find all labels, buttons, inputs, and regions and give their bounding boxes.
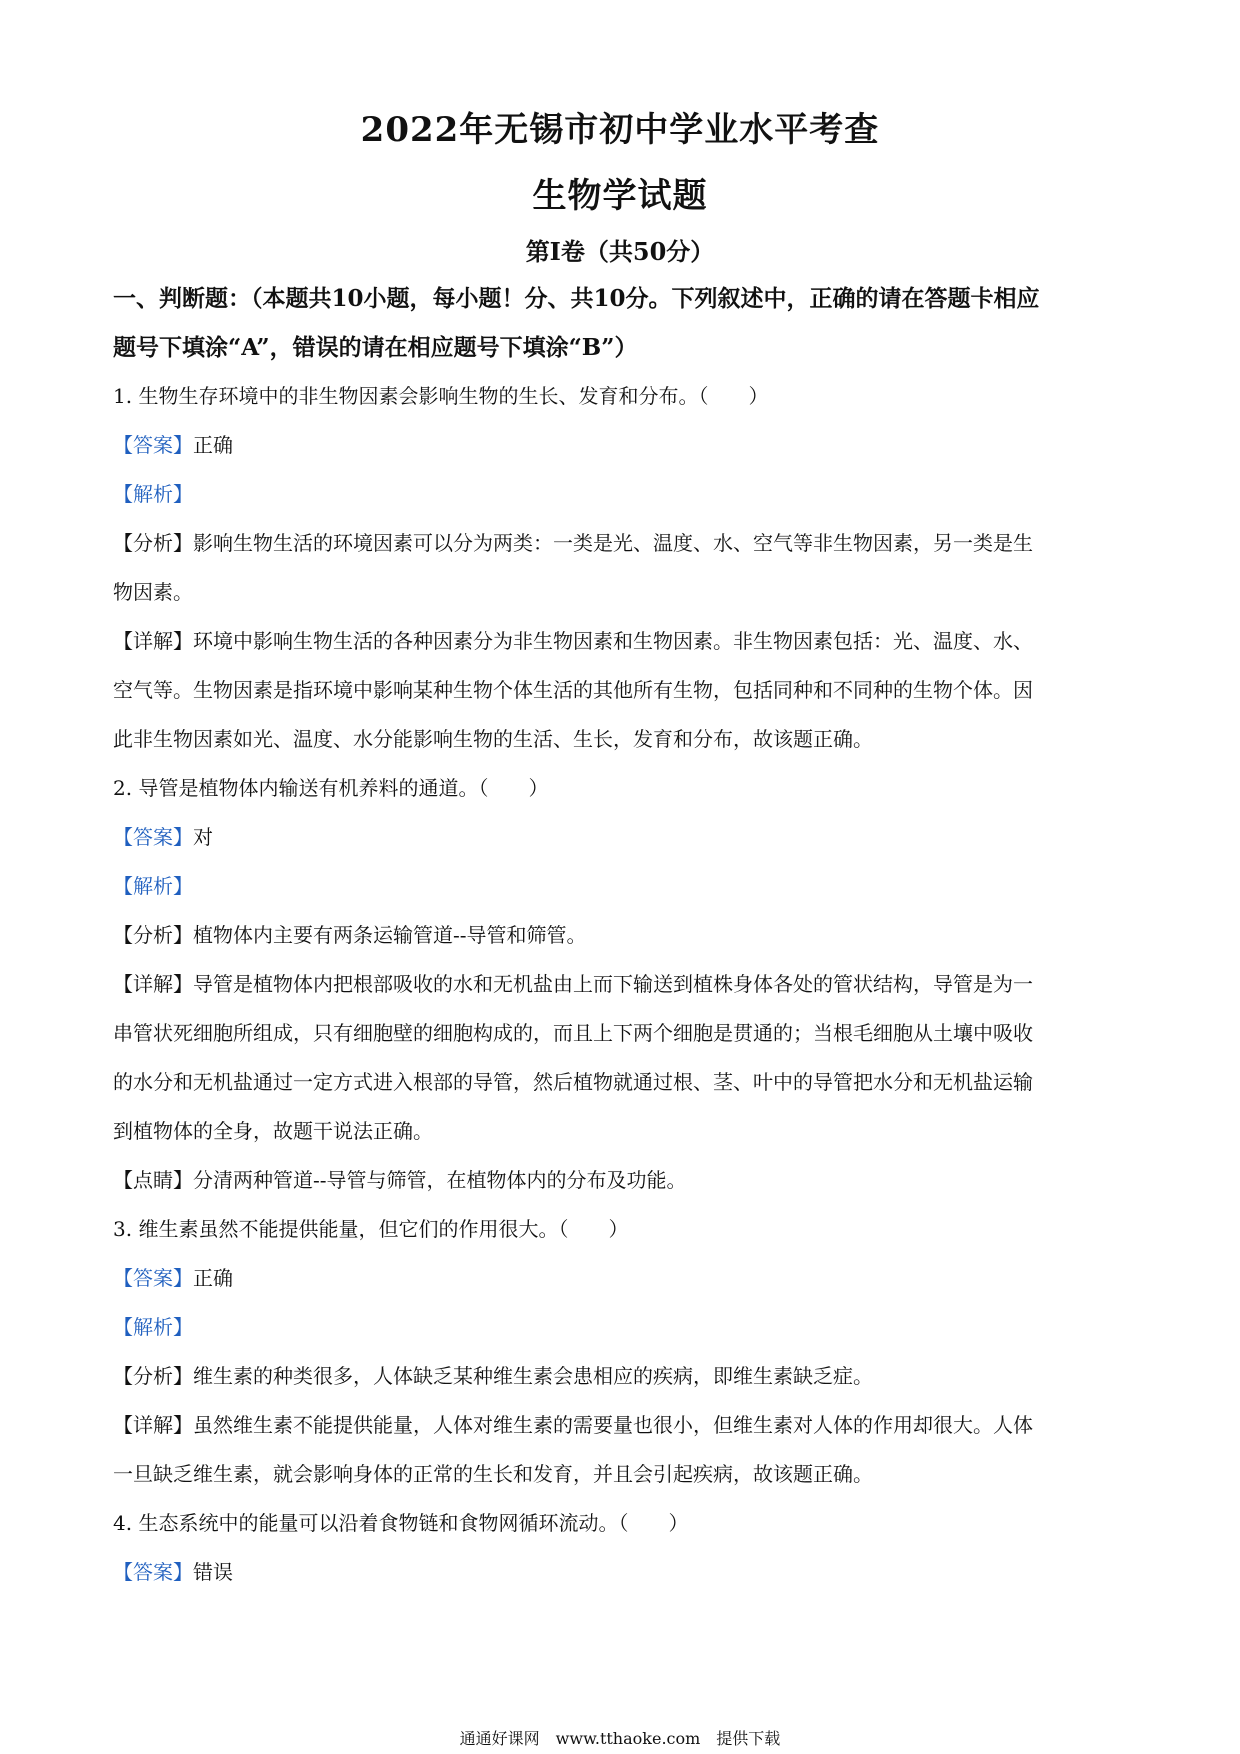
- fenxi-text: 维生素的种类很多，人体缺乏某种维生素会患相应的疾病，即维生素缺乏症。: [193, 1364, 873, 1388]
- q1-xiangjie-line-1: [113, 617, 1133, 666]
- q2-fenxi-line-1: [113, 911, 1133, 960]
- jiexi-tag: 【解析】: [113, 482, 193, 506]
- question-1: 1. 生物生存环境中的非生物因素会影响生物的生长、发育和分布。（ ）: [113, 384, 769, 408]
- dianjing-tag: 【点睛】: [113, 1168, 193, 1192]
- xiangjie-tag: 【详解】: [113, 972, 193, 996]
- fenxi-tag: 【分析】: [113, 923, 193, 947]
- q1-fenxi-line-1: [113, 519, 1133, 568]
- answer-text: 对: [193, 825, 213, 849]
- q1-fenxi-line-2: 物因素。: [113, 580, 193, 604]
- q3-fenxi-line-1: [113, 1352, 1133, 1401]
- fenxi-text: 影响生物生活的环境因素可以分为两类：一类是光、温度、水、空气等非生物因素，另一类是生: [193, 531, 1033, 555]
- q2-xiangjie-line-4: 到植物体的全身，故题干说法正确。: [113, 1119, 433, 1143]
- question-3: 3. 维生素虽然不能提供能量，但它们的作用很大。（ ）: [113, 1217, 629, 1241]
- xiangjie-text: 导管是植物体内把根部吸收的水和无机盐由上而下输送到植株身体各处的管状结构，导管是为一: [193, 972, 1033, 996]
- fenxi-tag: 【分析】: [113, 1364, 193, 1388]
- q1-jiexi: [113, 470, 1133, 519]
- answer-tag: 【答案】: [113, 1560, 193, 1584]
- q1-answer: [113, 421, 1133, 470]
- q2-answer: [113, 813, 1133, 862]
- volume-heading: 第Ⅰ卷（共50分）: [525, 237, 715, 266]
- q4-answer: [113, 1548, 1133, 1597]
- jiexi-tag: 【解析】: [113, 874, 193, 898]
- q3-answer: [113, 1254, 1133, 1303]
- document-subtitle: 生物学试题: [532, 176, 708, 216]
- jiexi-tag: 【解析】: [113, 1315, 193, 1339]
- q1-xiangjie-line-3: 此非生物因素如光、温度、水分能影响生物的生活、生长，发育和分布，故该题正确。: [113, 727, 873, 751]
- answer-tag: 【答案】: [113, 433, 193, 457]
- fenxi-tag: 【分析】: [113, 531, 193, 555]
- q2-jiexi: [113, 862, 1133, 911]
- q2-xiangjie-line-1: [113, 960, 1133, 1009]
- dianjing-text: 分清两种管道--导管与筛管，在植物体内的分布及功能。: [193, 1168, 687, 1192]
- xiangjie-tag: 【详解】: [113, 629, 193, 653]
- fenxi-text: 植物体内主要有两条运输管道--导管和筛管。: [193, 923, 587, 947]
- answer-text: 正确: [193, 433, 233, 457]
- q3-jiexi: [113, 1303, 1133, 1352]
- document-title: 2022年无锡市初中学业水平考查: [360, 110, 880, 150]
- q2-xiangjie-line-3: 的水分和无机盐通过一定方式进入根部的导管，然后植物就通过根、茎、叶中的导管把水分和无机盐运输: [113, 1070, 1033, 1094]
- section-instruction-line-2: 题号下填涂“A”，错误的请在相应题号下填涂“B”）: [113, 334, 638, 361]
- section-instruction-line-1: 一、判断题：（本题共10小题，每小题！分、共10分。下列叙述中，正确的请在答题卡相应: [113, 285, 1040, 312]
- question-2: 2. 导管是植物体内输送有机养料的通道。（ ）: [113, 776, 549, 800]
- answer-tag: 【答案】: [113, 825, 193, 849]
- xiangjie-text: 环境中影响生物生活的各种因素分为非生物因素和生物因素。非生物因素包括：光、温度、水、: [193, 629, 1033, 653]
- q3-xiangjie-line-2: 一旦缺乏维生素，就会影响身体的正常的生长和发育，并且会引起疾病，故该题正确。: [113, 1462, 873, 1486]
- xiangjie-tag: 【详解】: [113, 1413, 193, 1437]
- q2-dianjing: [113, 1156, 1133, 1205]
- footer-watermark: 通通好课网 www.tthaoke.com 提供下载: [459, 1729, 781, 1748]
- answer-tag: 【答案】: [113, 1266, 193, 1290]
- q2-xiangjie-line-2: 串管状死细胞所组成，只有细胞壁的细胞构成的，而且上下两个细胞是贯通的；当根毛细胞从土壤中吸收: [113, 1021, 1033, 1045]
- q1-xiangjie-line-2: 空气等。生物因素是指环境中影响某种生物个体生活的其他所有生物，包括同种和不同种的生物个体。因: [113, 678, 1033, 702]
- question-4: 4. 生态系统中的能量可以沿着食物链和食物网循环流动。（ ）: [113, 1511, 689, 1535]
- answer-text: 正确: [193, 1266, 233, 1290]
- q3-xiangjie-line-1: [113, 1401, 1133, 1450]
- answer-text: 错误: [193, 1560, 233, 1584]
- xiangjie-text: 虽然维生素不能提供能量，人体对维生素的需要量也很小，但维生素对人体的作用却很大。人体: [193, 1413, 1033, 1437]
